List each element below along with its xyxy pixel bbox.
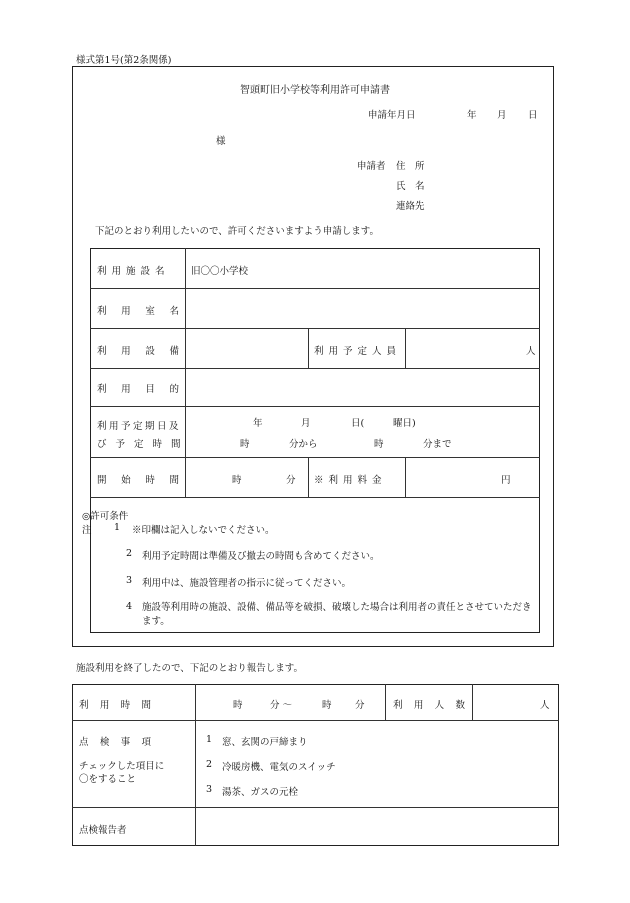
report-persons-unit: 人 — [540, 700, 550, 711]
condition-text: 利用中は、施設管理者の指示に従ってください。 — [142, 578, 352, 589]
period-hour-from: 時 — [240, 439, 250, 450]
period-month: 月 — [301, 418, 311, 429]
fee-label: ※利用料金 — [314, 475, 387, 486]
row-divider — [72, 807, 559, 808]
row-divider — [90, 288, 540, 289]
period-day: 日( — [351, 418, 365, 429]
start-minute: 分 — [286, 475, 296, 486]
column-divider — [185, 248, 186, 497]
row-divider — [90, 457, 540, 458]
start-time-label: 開 始 時 間 — [97, 475, 179, 486]
column-divider — [405, 457, 406, 497]
persons-unit: 人 — [526, 346, 536, 357]
condition-text: 利用予定時間は準備及び撤去の時間も含めてください。 — [142, 551, 380, 562]
purpose-label: 利 用 目 的 — [97, 384, 179, 395]
column-divider — [385, 684, 386, 720]
report-persons-label: 利 用 人 数 — [393, 700, 465, 711]
applicant-contact-label: 連絡先 — [396, 201, 425, 212]
applicant-name-label: 氏 名 — [396, 181, 425, 192]
reporter-label: 点検報告者 — [79, 825, 127, 836]
report-time-label: 利 用 時 間 — [79, 700, 151, 711]
check-label: 点 検 事 項 — [79, 737, 151, 748]
check-item-number: 3 — [206, 784, 213, 795]
period-weekday: 曜日) — [393, 418, 416, 429]
condition-number: 4 — [126, 601, 133, 612]
check-item-text: 冷暖房機、電気のスイッチ — [222, 762, 336, 773]
check-item-text: 窓、玄関の戸締まり — [222, 737, 308, 748]
check-item-number: 1 — [206, 734, 213, 745]
column-divider — [472, 684, 473, 720]
request-text: 下記のとおり利用したいので、許可くださいますよう申請します。 — [95, 226, 380, 237]
row-divider — [90, 406, 540, 407]
addressee-suffix: 様 — [216, 136, 226, 147]
period-hour-to: 時 — [374, 439, 384, 450]
equipment-label: 利 用 設 備 — [97, 346, 179, 357]
period-min-from: 分から — [289, 439, 318, 450]
applicant-address-label: 住 所 — [396, 161, 425, 172]
column-divider — [308, 328, 309, 368]
page-title: 智頭町旧小学校等利用許可申請書 — [240, 85, 390, 96]
condition-number: 1 — [114, 522, 121, 533]
report-min-from: 分 ～ — [270, 700, 293, 711]
row-divider — [90, 497, 540, 498]
row-divider — [90, 328, 540, 329]
condition-number: 2 — [126, 548, 133, 559]
application-date-label: 申請年月日 — [368, 110, 416, 121]
condition-number: 3 — [126, 575, 133, 586]
column-divider — [405, 328, 406, 368]
check-note-line1: チェックした項目に — [79, 761, 165, 772]
condition-text: ※印欄は記入しないでください。 — [132, 525, 275, 536]
period-label-line2: び予定時間 — [97, 439, 190, 450]
condition-text: 施設等利用時の施設、設備、備品等を破損、破壊した場合は利用者の責任とさせていただきます。 — [142, 602, 532, 627]
room-label: 利 用 室 名 — [97, 306, 179, 317]
column-divider — [308, 457, 309, 497]
applicant-label: 申請者 — [357, 161, 386, 172]
row-divider — [72, 720, 559, 721]
facility-label: 利用施設名 — [97, 266, 170, 277]
check-note-line2: 〇をすること — [79, 774, 137, 785]
row-divider — [90, 368, 540, 369]
period-min-to: 分まで — [423, 439, 452, 450]
start-hour: 時 — [232, 475, 242, 486]
check-item-number: 2 — [206, 759, 213, 770]
application-date-day: 日 — [528, 110, 538, 121]
period-label-line1: 利用予定期日及 — [97, 421, 182, 432]
conditions-heading: ◎許可条件 — [82, 511, 129, 522]
report-hour-to: 時 — [322, 700, 332, 711]
report-hour-from: 時 — [233, 700, 243, 711]
form-number: 様式第1号(第2条関係) — [76, 55, 172, 66]
facility-value: 旧〇〇小学校 — [191, 266, 249, 277]
period-year: 年 — [253, 418, 263, 429]
report-min-to: 分 — [355, 700, 365, 711]
application-date-month: 月 — [497, 110, 507, 121]
application-date-year: 年 — [467, 110, 477, 121]
column-divider — [195, 684, 196, 846]
check-item-text: 湯茶、ガスの元栓 — [222, 787, 299, 798]
fee-unit: 円 — [501, 475, 511, 486]
persons-label: 利用予定人員 — [314, 346, 402, 357]
conditions-note-prefix: 注 — [82, 525, 92, 536]
report-text: 施設利用を終了したので、下記のとおり報告します。 — [76, 663, 304, 674]
